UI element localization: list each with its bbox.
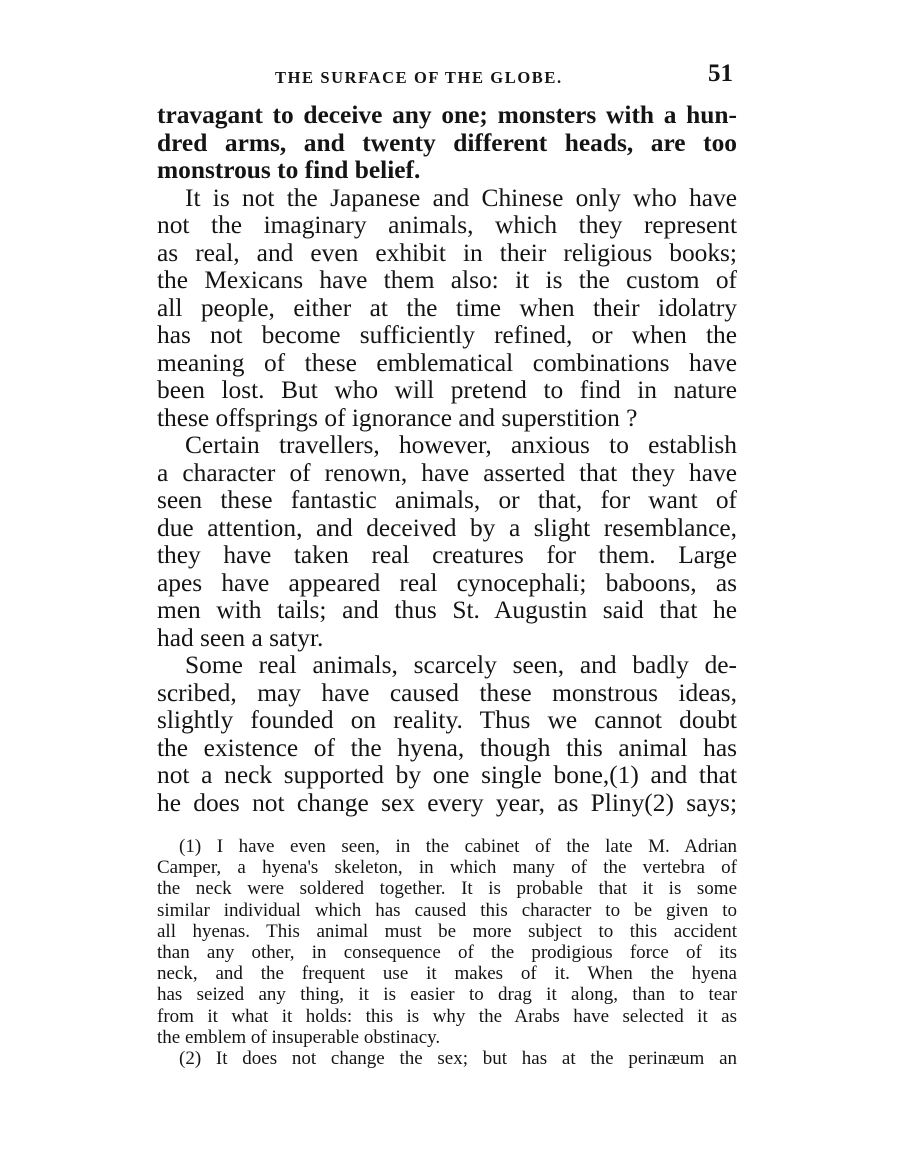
- text-line: meaning of these emblematical combinations have: [157, 348, 737, 377]
- text-line: seen these fantastic animals, or that, for want of: [157, 486, 737, 514]
- paragraph-3: [157, 432, 737, 652]
- text-line: the Mexicans have them also: it is the custom of: [157, 266, 737, 294]
- footnote-line: than any other, in consequence of the prodigious force of its: [157, 942, 737, 964]
- text-line: a character of renown, have asserted that they have: [157, 458, 737, 487]
- footnote-line: (2) It does not change the sex; but has at the perinæum an: [179, 1048, 737, 1070]
- text-line: these offsprings of ignorance and superstition ?: [157, 403, 638, 432]
- paragraph-4: [157, 652, 737, 817]
- footnote-line: similar individual which has caused this character to be given to: [157, 899, 737, 921]
- text-line: dred arms, and twenty different heads, are too: [157, 128, 737, 157]
- footnote-2: [157, 1048, 737, 1069]
- footnote-line: the neck were soldered together. It is probable that it is some: [157, 878, 737, 900]
- text-line: It is not the Japanese and Chinese only who have: [185, 183, 737, 212]
- footnote-line: Camper, a hyena's skeleton, in which many of the vertebra of: [157, 857, 737, 879]
- text-line: as real, and even exhibit in their religious books;: [157, 238, 737, 267]
- text-line: been lost. But who will pretend to find in nature: [157, 376, 737, 404]
- text-line: has not become sufficiently refined, or when the: [157, 321, 737, 349]
- footnote-line: all hyenas. This animal must be more subject to this accident: [157, 920, 737, 942]
- text-line: scribed, may have caused these monstrous ideas,: [157, 678, 737, 707]
- book-page: [157, 60, 737, 1069]
- running-title: THE SURFACE OF THE GLOBE.: [275, 68, 563, 87]
- page-number: 51: [708, 60, 733, 87]
- text-line: slightly founded on reality. Thus we cannot doubt: [157, 706, 737, 734]
- footnotes: [157, 836, 737, 1069]
- text-line: not a neck supported by one single bone,(1) and that: [157, 761, 737, 789]
- text-line: the existence of the hyena, though this animal has: [157, 733, 737, 762]
- footnote-1: [157, 836, 737, 1048]
- footnote-line: (1) I have even seen, in the cabinet of the late M. Adrian: [179, 836, 737, 857]
- text-line: travagant to deceive any one; monsters with a hun-: [157, 101, 737, 129]
- text-line: men with tails; and thus St. Augustin said that he: [157, 596, 737, 624]
- text-line: Certain travellers, however, anxious to establish: [185, 431, 737, 459]
- paragraph-1: [157, 102, 737, 185]
- footnote-line: the emblem of insuperable obstinacy.: [157, 1026, 441, 1048]
- text-line: they have taken real creatures for them. Large: [157, 541, 737, 569]
- text-line: Some real animals, scarcely seen, and badly de-: [185, 651, 737, 679]
- text-line: due attention, and deceived by a slight resemblance,: [157, 513, 737, 542]
- text-line: monstrous to find belief.: [157, 156, 421, 184]
- text-line: not the imaginary animals, which they represent: [157, 211, 737, 239]
- text-line: apes have appeared real cynocephali; baboons, as: [157, 568, 737, 597]
- footnote-line: from it what it holds: this is why the Arabs have selected it as: [157, 1005, 737, 1027]
- paragraph-2: [157, 185, 737, 433]
- running-head: [157, 60, 737, 94]
- text-line: all people, either at the time when their idolatry: [157, 293, 737, 322]
- text-line: had seen a satyr.: [157, 623, 324, 652]
- footnote-line: has seized any thing, it is easier to drag it along, than to tear: [157, 984, 737, 1006]
- body-text: [157, 102, 737, 817]
- footnote-line: neck, and the frequent use it makes of it. When the hyena: [157, 963, 737, 985]
- text-line: he does not change sex every year, as Pliny(2) says;: [157, 788, 737, 817]
